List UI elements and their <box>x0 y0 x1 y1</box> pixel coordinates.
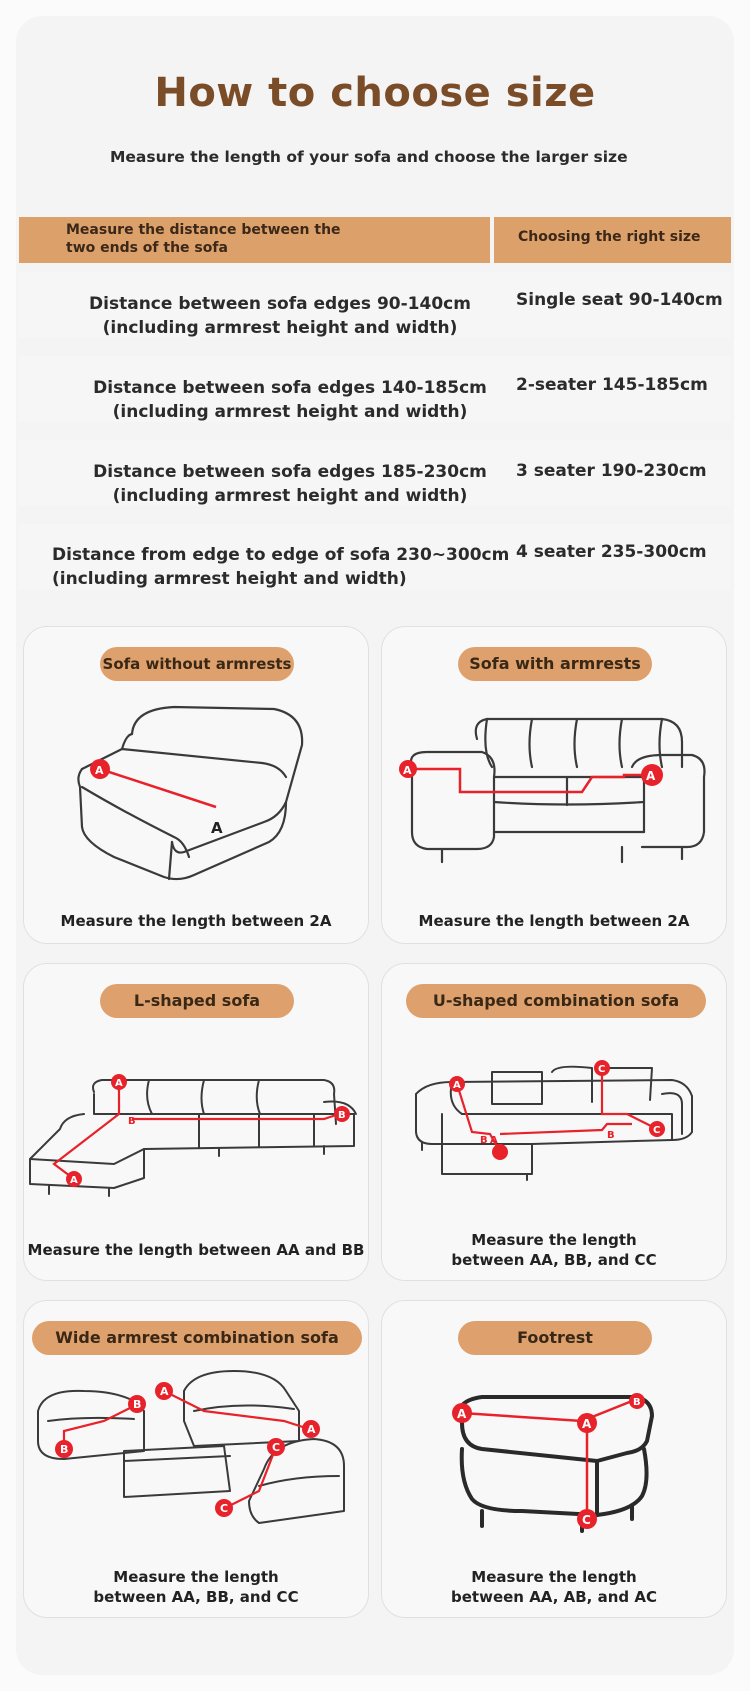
card-label: L-shaped sofa <box>100 984 294 1018</box>
marker-b: B <box>480 1135 488 1146</box>
marker-b: B <box>60 1443 69 1456</box>
row-2-distance-line1: Distance between sofa edges 140-185cm <box>93 378 487 398</box>
card-wide-armrest-sofa <box>23 1300 369 1618</box>
marker-c: C <box>598 1064 606 1075</box>
table-header-size <box>494 217 731 263</box>
card-caption <box>24 1567 368 1607</box>
marker-a: A <box>160 1385 169 1398</box>
marker-a: A <box>70 1175 78 1186</box>
row-3-distance <box>70 460 510 508</box>
marker-c: C <box>582 1513 591 1527</box>
marker-b: B <box>607 1130 615 1141</box>
row-2-distance-line2: (including armrest height and width) <box>112 402 468 422</box>
marker-c: C <box>653 1125 661 1136</box>
card-caption-text: Measure the length between AA, BB, and CC <box>93 1568 299 1606</box>
marker-a: A <box>646 769 656 783</box>
card-caption: Measure the length between AA and BB <box>27 1241 365 1259</box>
card-caption: Measure the length between 2A <box>60 912 332 930</box>
page-subtitle: Measure the length of your sofa and choose the larger size <box>110 148 628 166</box>
row-2-distance <box>70 376 510 424</box>
row-1-distance <box>60 292 500 340</box>
row-4-distance <box>52 543 522 591</box>
row-3-size: 3 seater 190-230cm <box>516 461 707 481</box>
card-footrest <box>381 1300 727 1618</box>
table-header-size-text: Choosing the right size <box>518 229 701 245</box>
marker-a: A <box>307 1423 316 1436</box>
marker-a: A <box>490 1135 498 1146</box>
marker-b: B <box>128 1116 136 1127</box>
card-label: Sofa without armrests <box>100 647 294 681</box>
card-caption <box>382 1230 726 1270</box>
card-sofa-with-armrests <box>381 626 727 944</box>
row-2-size: 2-seater 145-185cm <box>516 375 708 395</box>
marker-a: A <box>582 1417 592 1431</box>
card-label: U-shaped combination sofa <box>406 984 706 1018</box>
marker-a: A <box>95 764 104 777</box>
marker-a: A <box>115 1078 123 1089</box>
card-label: Footrest <box>458 1321 652 1355</box>
marker-b: B <box>338 1110 346 1121</box>
card-caption <box>382 1567 726 1607</box>
card-u-shaped-sofa <box>381 963 727 1281</box>
row-1-size: Single seat 90-140cm <box>516 290 723 310</box>
row-1-distance-line1: Distance between sofa edges 90-140cm <box>89 294 471 314</box>
card-l-shaped-sofa <box>23 963 369 1281</box>
table-header-measure <box>19 217 490 263</box>
row-4-distance-line1: Distance from edge to edge of sofa 230~300cm <box>52 545 510 565</box>
marker-a: A <box>453 1080 461 1091</box>
marker-a: A <box>403 764 412 777</box>
marker-c: C <box>220 1502 229 1515</box>
marker-a: A <box>457 1407 467 1421</box>
table-header-measure-text: Measure the distance between the two ends of the sofa <box>66 222 341 256</box>
marker-b: B <box>133 1398 142 1411</box>
marker-b: B <box>633 1397 641 1408</box>
card-label: Wide armrest combination sofa <box>32 1321 362 1355</box>
l-shaped-sofa-illustration <box>24 964 370 1282</box>
row-3-distance-line2: (including armrest height and width) <box>112 486 468 506</box>
armless-sofa-illustration <box>24 627 370 945</box>
marker-a: A <box>211 819 223 837</box>
row-4-size: 4 seater 235-300cm <box>516 542 707 562</box>
row-4-distance-line2: (including armrest height and width) <box>52 569 407 589</box>
card-caption-text: Measure the length between AA, BB, and CC <box>451 1231 657 1269</box>
row-1-distance-line2: (including armrest height and width) <box>102 318 458 338</box>
row-3-distance-line1: Distance between sofa edges 185-230cm <box>93 462 487 482</box>
armchair-sofa-illustration <box>382 627 728 945</box>
page-title: How to choose size <box>154 70 596 116</box>
card-caption: Measure the length between 2A <box>418 912 690 930</box>
marker-c: C <box>272 1441 281 1454</box>
card-label: Sofa with armrests <box>458 647 652 681</box>
card-caption-text: Measure the length between AA, AB, and AC <box>451 1568 657 1606</box>
card-sofa-without-armrests <box>23 626 369 944</box>
